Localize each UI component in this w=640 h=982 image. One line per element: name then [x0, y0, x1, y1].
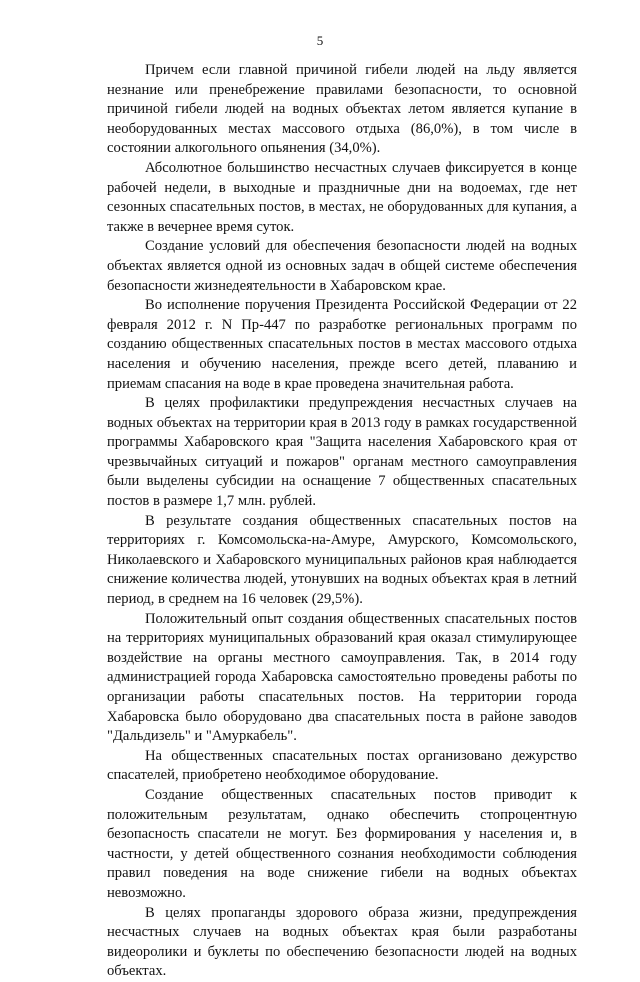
paragraph-1: Причем если главной причиной гибели людей на льду является незнание или пренебрежение правилами безопасности, то основной причиной гибели людей на водных объектах летом является купание в необорудованных местах массового отдыха (86,0%), в том числе в состоянии алкогольного опьянения (34,0%).	[107, 62, 577, 157]
paragraph-5: В целях профилактики предупреждения несчастных случаев на водных объектах на территории края в 2013 году в рамках государственной программы Хабаровского края "Защита населения Хабаровского края от чрезвычайных ситуаций и пожаров" органам местного самоуправления были выделены субсидии на оснащение 7 общественных спасательных постов в размере 1,7 млн. рублей.	[107, 395, 577, 510]
paragraph-9: Создание общественных спасательных постов приводит к положительным результатам, однако обеспечить стопроцентную безопасность спасатели не могут. Без формирования у населения и, в частности, у детей общественного сознания необходимости соблюдения правил поведения на воде снижение гибели на водных объектах невозможно.	[107, 786, 577, 901]
document-body	[107, 61, 577, 982]
paragraph-6: В результате создания общественных спасательных постов на территориях г. Комсомольска-на-Амуре, Амурского, Комсомольского, Николаевского и Хабаровского муниципальных районов края наблюдается снижение количества людей, утонувших на водных объектах края в летний период, в среднем на 16 человек (29,5%).	[107, 512, 577, 608]
page-number: 5	[316, 33, 324, 48]
paragraph-2: Абсолютное большинство несчастных случаев фиксируется в конце рабочей недели, в выходные и праздничные дни на водоемах, где нет сезонных спасательных постов, в местах, не оборудованных для купания, а также в вечернее время суток.	[107, 159, 577, 235]
paragraph-3: Создание условий для обеспечения безопасности людей на водных объектах является одной из основных задач в общей системе обеспечения безопасности жизнедеятельности в Хабаровском крае.	[107, 238, 577, 294]
paragraph-7: Положительный опыт создания общественных спасательных постов на территориях муниципальных образований края оказал стимулирующее воздействие на органы местного самоуправления. Так, в 2014 году администрацией города Хабаровска самостоятельно проведены работы по организации работы спасательных постов. На территории города Хабаровска было оборудовано два спасательных поста в районе заводов "Дальдизель" и "Амуркабель".	[107, 610, 577, 745]
paragraph-4: Во исполнение поручения Президента Российской Федерации от 22 февраля 2012 г. N Пр-447 по разработке региональных программ по созданию общественных спасательных постов в местах массового отдыха населения и обучению населения, прежде всего детей, плаванию и приемам спасания на воде в крае проведена значительная работа.	[107, 297, 577, 392]
paragraph-10: В целях пропаганды здорового образа жизни, предупреждения несчастных случаев на водных объектах края были разработаны видеоролики и буклеты по обеспечению безопасности людей на водных объектах.	[107, 904, 577, 980]
paragraph-8: На общественных спасательных постах организовано дежурство спасателей, приобретено необходимое оборудование.	[107, 747, 577, 784]
